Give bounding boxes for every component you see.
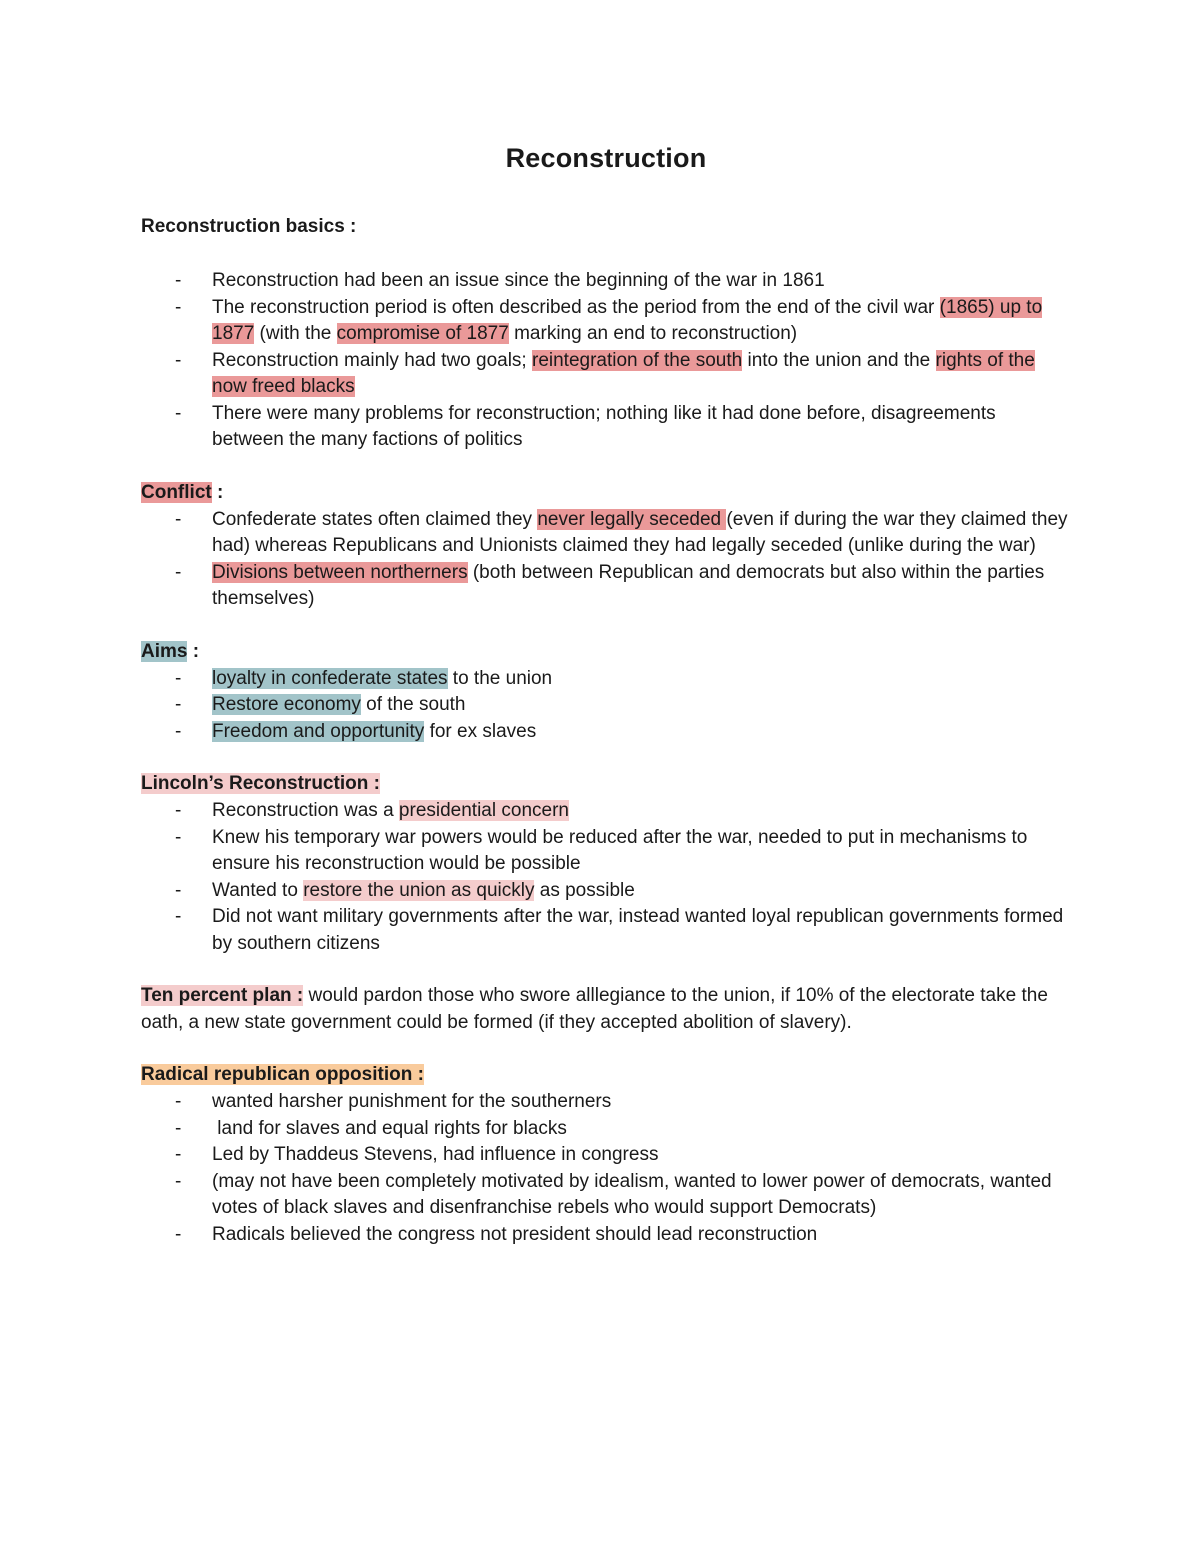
page-title: Reconstruction [505, 143, 707, 173]
section-conflict [141, 480, 1071, 613]
basics-list [141, 268, 1071, 454]
radical-list [141, 1089, 1071, 1248]
list-item: - Knew his temporary war powers would be reduced after the war, needed to put in mechanisms to ensure his reconstruction would be possible [141, 825, 1071, 878]
section-lincoln [141, 771, 1071, 957]
section-heading-basics: Reconstruction basics : [141, 216, 357, 237]
list-item: - Led by Thaddeus Stevens, had influence in congress [141, 1142, 1071, 1169]
list-item: - Confederate states often claimed they never legally seceded (even if during the war they claimed they had) whereas Republicans and Unionists claimed they had legally seceded (unlike during the war) [141, 507, 1071, 560]
highlight: reintegration of the south [532, 349, 743, 371]
list-item: - Radicals believed the congress not president should lead reconstruction [141, 1222, 1071, 1249]
section-heading-ten-percent: Ten percent plan : [141, 985, 304, 1006]
lincoln-list [141, 798, 1071, 957]
highlight: Divisions between northerners [212, 561, 468, 583]
list-item: - The reconstruction period is often described as the period from the end of the civil war (1865) up to 1877 (with the compromise of 1877 marking an end to reconstruction) [141, 295, 1071, 348]
highlight: presidential concern [398, 800, 569, 821]
list-item: - wanted harsher punishment for the southerners [141, 1089, 1071, 1116]
section-radical [141, 1062, 1071, 1248]
list-item: - Restore economy of the south [141, 692, 1071, 719]
section-heading-radical: Radical republican opposition : [141, 1064, 424, 1085]
section-heading-aims: Aims : [141, 640, 200, 662]
section-aims [141, 639, 1071, 746]
aims-list [141, 666, 1071, 746]
highlight: restore the union as quickly [303, 879, 535, 901]
highlight: Freedom and opportunity [212, 720, 425, 742]
list-item: - Reconstruction was a presidential concern [141, 798, 1071, 825]
highlight: compromise of 1877 [336, 323, 509, 344]
highlight: (1865) up to 1877 [212, 296, 1043, 344]
conflict-list [141, 507, 1071, 613]
list-item: - loyalty in confederate states to the union [141, 666, 1071, 693]
highlight: rights of the now freed blacks [212, 349, 1035, 397]
list-item: - Reconstruction had been an issue since the beginning of the war in 1861 [141, 268, 1071, 295]
highlight: never legally seceded [537, 508, 727, 530]
list-item: - Reconstruction mainly had two goals; reintegration of the south into the union and the rights of the now freed blacks [141, 348, 1071, 401]
section-heading-lincoln: Lincoln’s Reconstruction : [141, 773, 380, 794]
list-item: - Did not want military governments after the war, instead wanted loyal republican governments formed by southern citizens [141, 904, 1071, 957]
list-item: - land for slaves and equal rights for blacks [141, 1116, 1071, 1143]
list-item: - (may not have been completely motivated by idealism, wanted to lower power of democrats, wanted votes of black slaves and disenfranchise rebels who would support Democrats) [141, 1169, 1071, 1222]
list-item: - Freedom and opportunity for ex slaves [141, 719, 1071, 746]
list-item: - There were many problems for reconstruction; nothing like it had done before, disagreements between the many factions of politics [141, 401, 1071, 454]
list-item: - Wanted to restore the union as quickly as possible [141, 878, 1071, 905]
section-ten-percent [141, 983, 1071, 1036]
document-page [141, 138, 1071, 1274]
section-heading-conflict: Conflict : [141, 481, 224, 503]
section-basics [141, 214, 1071, 454]
highlight: loyalty in confederate states [212, 667, 448, 689]
list-item: - Divisions between northerners (both between Republican and democrats but also within the parties themselves) [141, 560, 1071, 613]
ten-percent-paragraph: Ten percent plan : would pardon those who swore alllegiance to the union, if 10% of the electorate take the oath, a new state government could be formed (if they accepted abolition of slavery). [141, 985, 1048, 1033]
highlight: Restore economy [212, 694, 361, 715]
